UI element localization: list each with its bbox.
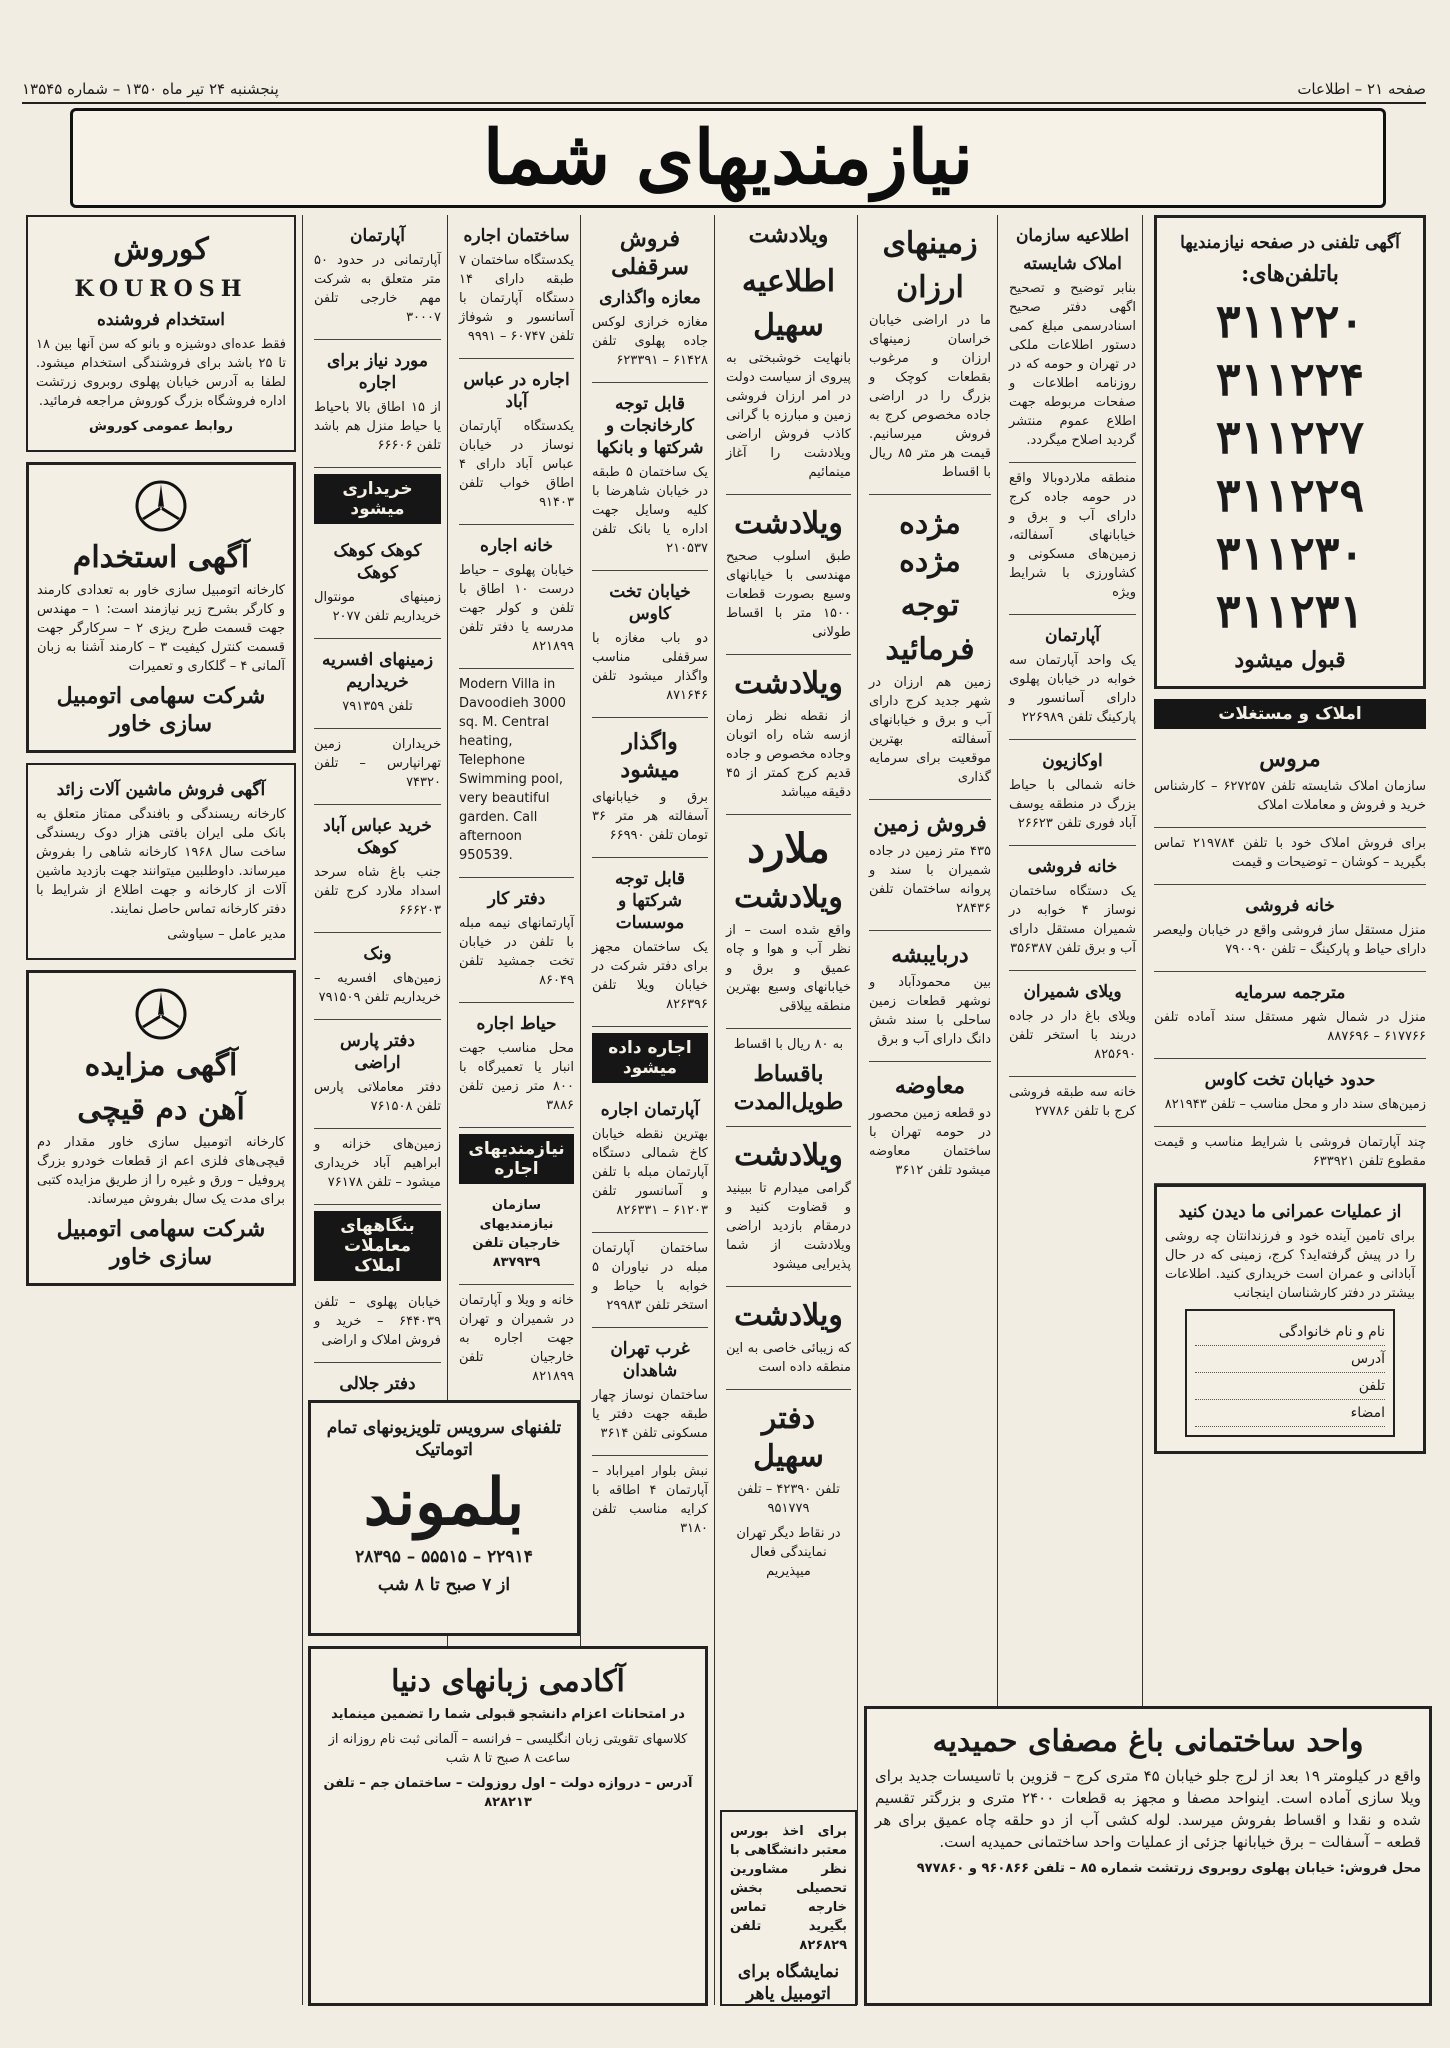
ad-heading: اجاره در عباس آباد [463,370,570,412]
classified-ad [459,525,574,669]
ad-text: کارخانه ریسندگی و بافندگی ممتاز متعلق به بانک ملی ایران بافتی هزار دوک ریسندگی ساخت سال ۱۹۶۸ کارخانه شاهی را بفروش میرساند. داوطلبین میتوانند جهت بازدید ماشین آلات از کارخانه و جهت اطلاع از شرایط با دفتر کارخانه تماس حاصل نمایند. [36,807,286,917]
ad-heading: خانه اجاره [480,536,553,556]
ad-heading: سهیل [753,308,824,343]
classified-ad [726,253,851,495]
ad-heading: حیاط اجاره [476,1014,557,1034]
coupon-field-address: آدرس [1195,1346,1385,1373]
ad-heading: خرید عباس آباد کوهک [323,816,432,858]
ad-heading: اطلاعیه [741,264,836,299]
ad-text: مغازه خرازی لوکس جاده پهلوی تلفن ۶۱۴۲۸ – ۶۲۳۳۹۱ [592,315,708,368]
mercedes-star-icon [37,479,285,533]
ad-text: طبق اسلوب صحیح مهندسی با خیابانهای وسیع بصورت قطعات ۱۵۰۰ متر با اقساط طولانی [726,549,851,640]
classified-ad [592,215,708,383]
classified-ad [1009,615,1136,740]
classified-ad [1154,972,1426,1059]
ad-text: منزل مستقل ساز فروشی واقع در خیابان ولیعصر دارای حیاط و پارکینگ – تلفن ۷۹۰۰۹۰ [1154,923,1426,957]
ad-heading: نمایشگاه برای اتومبیل یاهر [737,1962,840,2004]
ad-text: از ۱۵ اطاق بالا باحیاط یا حیاط منزل هم باشد تلفن ۶۶۶۰۶ [314,400,441,453]
column-rule [857,215,858,2005]
classified-ad [726,1127,851,1287]
phone-number: ۳۱۱۲۲۰ [1215,294,1365,348]
ad-heading: آکادمی زبانهای دنیا [391,1664,625,1699]
phone-number: ۳۱۱۲۲۷ [1215,410,1365,464]
phone-ad-box [1154,215,1426,689]
classified-ad [459,359,574,525]
ad-heading: قابل توجه شرکتها و موسسات [615,869,685,933]
ad-text: از نقطه نظر زمان ازسه شاه راه اتوبان وجاده مخصوص و جاده قدیم کرج کمتر از ۴۵ دقیقه میباشد [726,709,851,800]
kourosh-logo-latin: KOUROSH [74,276,248,302]
classified-ad [459,215,574,359]
ad-text: بهترین نقطه خیابان کاخ شمالی دستگاه آپارتمان مبله با تلفن و آسانسور تلفن ۶۱۲۰۳ – ۸۲۶۳۳۱ [592,1127,708,1218]
ad-text: یک واحد آپارتمان سه خوابه در خیابان پهلوی دارای آسانسور و پارکینگ تلفن ۲۲۶۹۸۹ [1009,653,1136,725]
section-title: نیازمندیهای شما [482,115,974,201]
classified-ad [1009,971,1136,1077]
ad-heading: ارزان [896,270,964,305]
classified-ad [314,530,441,639]
ad-text: سازمان نیازمندیهای خارجیان تلفن ۸۳۷۹۳۹ [472,1198,561,1270]
ad-text: زمین هم ارزان در شهر جدید کرج دارای آب و برق و خیابانهای آسفالته بهترین موقعیت برای سرمایه گذاری [869,675,991,785]
classified-ad [592,718,708,858]
column-rule [302,215,303,2005]
ad-text: به ۸۰ ریال با اقساط [733,1037,844,1052]
ad-text: زمین‌های سند دار و محل مناسب – تلفن ۸۲۱۹۴۳ [1164,1097,1426,1112]
classified-ad [314,340,441,468]
ad-text: خیابان پهلوی – حیاط درست ۱۰ اطاق با تلفن و کولر جهت مدرسه یا دفتر تلفن ۸۲۱۸۹۹ [459,563,575,654]
ad-address: آدرس – دروازه دولت – اول روزولت – ساختمان جم – تلفن ۸۲۸۲۱۳ [323,1776,693,1810]
classified-ad [726,815,851,1029]
ad-heading: توجه [900,588,960,623]
classified-ad [592,1328,708,1456]
ad-text: ویلای باغ دار در جاده دربند با استخر تلفن ۸۲۵۶۹۰ [1009,1009,1136,1062]
ad-text: گرامی میدارم تا ببینید و قضاوت کنید و درمقام بازدید اراضی ویلادشت از شما پذیرایی میشود [726,1181,851,1272]
classified-ad [1009,1077,1136,1133]
ad-contact: محل فروش: خیابان پهلوی روبروی زرتشت شماره ۸۵ – تلفن ۹۶۰۸۶۶ و ۹۷۷۸۶۰ [916,1861,1421,1876]
ad-text: چند آپارتمان فروشی با شرایط مناسب و قیمت مقطوع تلفن ۶۳۳۹۲۱ [1154,1135,1426,1169]
ad-heading: املاک شایسته [1023,254,1122,274]
ad-signature: مدیر عامل – سیاوشی [167,927,286,942]
ad-text: در نقاط دیگر تهران نمایندگی فعال میپذیریم [736,1526,841,1579]
column-4 [720,215,857,2015]
phone-box-lead: باتلفن‌های: [1241,261,1339,287]
ad-text: کارخانه اتومبیل سازی خاور به تعدادی کارمند و کارگر بشرح زیر نیازمند است: ۱ – مهندس جهت قسمت طرح ریزی ۲ – سرکارگر جهت قسمت کنترل کیفیت ۳ – کارمند آشنا به زبان آلمانی ۴ – گلکاری و تعمیرات [37,583,285,674]
ad-signature: شرکت سهامی اتومبیل سازی خاور [56,683,266,737]
university-scholarship-ad [720,1810,857,2006]
classified-ad [869,215,991,495]
phone-number: ۳۱۱۲۳۰ [1215,526,1365,580]
classified-ad [314,1020,441,1129]
classified-ad [592,571,708,718]
ad-heading: دفتر سهیل [753,1401,824,1474]
page-number: صفحه ۲۱ – اطلاعات [1297,80,1426,98]
ad-text: سازمان املاک شایسته تلفن ۶۲۷۲۵۷ – کارشناس خرید و فروش و معاملات املاک [1154,779,1426,813]
coupon-form [1185,1309,1395,1437]
classified-ad [459,1285,574,1398]
classified-ad [314,805,441,933]
classified-ad [726,1287,851,1390]
khavar-employment-ad [26,462,296,753]
ad-text: Modern Villa in Davoodieh 3000 sq. M. Central heating, Telephone Swimming pool, very beautiful garden. Call afternoon 950539. [459,677,566,863]
ad-text: ساختمان نوساز چهار طبقه جهت دفتر یا مسکونی تلفن ۳۶۱۴ [592,1388,708,1441]
classified-ad [1154,1059,1426,1127]
section-tag: بنگاههای معاملات املاک [314,1211,441,1281]
classified-ad [314,215,441,340]
column-rule [714,215,715,2005]
ad-heading: آگهی استخدام [72,540,250,575]
coupon-field-signature: امضاء [1195,1400,1385,1427]
ad-text: برای اخذ بورس معتبر دانشگاهی با نظر مشاورین تحصیلی بخش خارجه تماس بگیرید تلفن ۸۲۶۸۲۹ [730,1824,847,1953]
ad-heading: ویلای شمیران [1023,982,1122,1002]
ad-heading: ویلادشت [734,1298,843,1333]
ad-text: زمینهای مونتوال خریداریم تلفن ۲۰۷۷ [314,590,441,624]
ad-heading: دفتر کار [487,889,546,909]
villadasht-logo: ویلادشت [748,222,829,248]
ad-heading: آگهی فروش ماشین آلات زائد [56,780,266,800]
classified-ad [592,1456,708,1550]
classified-ad [314,1287,441,1363]
ad-text: یک ساختمان ۵ طبقه در خیابان شاهرضا با کلیه وسایل جهت اداره یا بانک تلفن ۲۱۰۵۳۷ [592,465,708,556]
ad-text: دو قطعه زمین محصور در حومه تهران با ساختمان معاوضه میشود تلفن ۳۶۱۲ [869,1106,991,1178]
classified-ad [314,933,441,1020]
classified-ad [869,1062,991,1192]
notice-text: برای تامین آینده خود و فرزندانتان چه روشی را در پیش گرفته‌اید؟ کرج، زمینی که در حال آبادانی و عمران است خریداری کنید. اطلاعات بیشتر در دفتر کارشناسان اینجانب [1165,1229,1415,1301]
classified-ad [1009,846,1136,971]
section-masthead [70,108,1386,208]
ad-heading: دفتر پارس اراضی [340,1031,415,1073]
ad-heading: ویلادشت [734,666,843,701]
section-tag: اجاره داده میشود [592,1033,708,1083]
ad-heading: ساختمان اجاره [463,226,570,246]
phone-box-accepted: قبول میشود [1234,647,1346,673]
classified-ad [726,655,851,815]
ad-text: زمین‌های افسریه – خریداریم تلفن ۷۹۱۵۰۹ [314,971,441,1005]
ad-heading: آپارتمان [349,226,406,246]
classified-ad [1154,885,1426,972]
ad-heading: قابل توجه کارخانجات و شرکتها و بانکها [596,394,704,458]
ad-heading: استخدام فروشنده [96,310,226,330]
classified-ad [314,639,441,729]
ad-heading: اوکازیون [1042,751,1103,771]
classified-ad [459,669,574,878]
classified-ad [314,729,441,805]
belmond-logo: بلموند [363,1465,525,1540]
ad-text: ما در اراضی خیابان خراسان زمینهای ارزان و مرغوب بقطعات کوچک و بزرگ را در اراضی جاده مخصوص کرج به فروش میرسانیم. قیمت هر متر ۸۵ ریال با اقساط [869,313,991,480]
ad-heading: مژده مژده [899,506,961,579]
ad-text: محل مناسب جهت انبار یا تعمیرگاه با ۸۰۰ متر زمین تلفن ۳۸۸۶ [459,1041,574,1113]
ad-text: یک ساختمان مجهز برای دفتر شرکت در خیابان ویلا تلفن ۸۲۶۳۹۶ [592,940,708,1012]
ad-text: آپارتمانهای نیمه مبله با تلفن در خیابان تخت جمشید تلفن ۸۶۰۴۹ [459,916,574,988]
section-tag: خریداری میشود [314,474,441,524]
ad-heading: خیابان تخت کاوس [609,582,691,624]
ad-text: دفتر معاملاتی پارس تلفن ۷۶۱۵۰۸ [314,1080,441,1114]
ad-heading: مورد نیاز برای اجاره [327,351,428,393]
ad-heading: آپارتمان اجاره [600,1100,700,1120]
ad-text: واقع شده است – از نظر آب و هوا و چاه عمیق و برق و خیابانهای وسیع بهترین منطقه ییلاقی [726,923,851,1014]
classified-ad [314,1129,441,1205]
ad-text: منزل در شمال شهر مستقل سند آماده تلفن ۶۱۷۷۶۶ – ۸۸۷۶۹۶ [1154,1010,1426,1044]
classified-ad [726,1390,851,1593]
classified-ad [1009,463,1136,615]
ad-heading: فرمائید [885,632,975,667]
ad-subheading: در امتحانات اعزام دانشجو قبولی شما را تضمین مینماید [331,1707,685,1722]
coupon-field-name: نام و نام خانوادگی [1195,1319,1385,1346]
section-tag: نیازمندیهای اجاره [459,1134,574,1184]
classified-ad [459,878,574,1003]
classified-ad [869,495,991,800]
ad-text: ۴۳۵ متر زمین در جاده شمیران با سند و پروانه ساختمان تلفن ۲۸۴۳۶ [869,844,991,916]
column-8 [20,215,302,2015]
ad-text: دو باب مغازه با سرقفلی مناسب واگذار میشود تلفن ۸۷۱۶۴۶ [592,631,708,703]
ad-heading: واحد ساختمانی باغ مصفای حمیدیه [932,1724,1364,1759]
ad-heading: فروش زمین [873,811,987,837]
ad-heading: معاوضه [894,1073,966,1099]
ad-heading: ملارد [747,825,830,872]
issue-date: پنجشنبه ۲۴ تیر ماه ۱۳۵۰ – شماره ۱۳۵۴۵ [22,80,279,98]
phone-number: ۳۱۱۲۲۴ [1215,352,1365,406]
section-tag: املاک و مستغلات [1154,699,1426,729]
ad-text: خانه و ویلا و آپارتمان در شمیران و تهران جهت اجاره به خارجیان تلفن ۸۲۱۸۹۹ [459,1293,574,1384]
classified-ad [1009,215,1136,463]
development-notice-box [1154,1184,1426,1454]
ad-heading: دفتر جلالی [339,1374,416,1394]
ad-text: که زیبائی خاصی به این منطقه داده است [726,1341,851,1375]
ad-text: زمین‌های خزانه و ابراهیم آباد خریداری میشود – تلفن ۷۶۱۷۸ [314,1137,441,1190]
ad-heading: ویلادشت [734,880,843,915]
ad-heading: فروش سرقفلی [611,226,689,280]
classified-ad [869,800,991,931]
ad-heading: ویلادشت [734,1138,843,1173]
mercedes-star-icon [37,987,285,1041]
ad-text: برای فروش املاک خود با تلفن ۲۱۹۷۸۴ تماس بگیرید – کوشان – توضیحات و قیمت [1154,836,1426,870]
ad-heading: اطلاعیه سازمان [1015,226,1130,246]
ad-text: فقط عده‌ای دوشیزه و بانو که سن آنها بین ۱۸ تا ۲۵ باشد برای فروشندگی استخدام میشود. لطفا به آدرس خیابان پهلوی روبروی زرتشت اداره فروشگاه بزرگ کوروش مراجعه فرمائید. [36,337,286,409]
ad-text: واقع در کیلومتر ۱۹ بعد از لرج جلو خیابان ۴۵ متری کرج – قزوین با تاسیسات جدید برای ویلا سازی آماده است. اینواحد مصفا و مجهز به قطعات ۲۴۰۰ متری و بزرگتر تقسیم شده و نقدا و اقساط بفروش میرسد. لوله کشی آب از دو حلقه چاه عمیق برای هر قطعه – آسفالت – برق خیابانها جزئی از عملیات واحد ساختمانی حمیدیه است. [875,1767,1422,1851]
ad-heading: کوهک کوهک کوهک [333,541,422,583]
ad-heading: مترجمه سرمایه [1234,983,1346,1003]
ad-text: نبش بلوار امیراباد – آپارتمان ۴ اطاقه با کرایه مناسب تلفن ۳۱۸۰ [592,1464,708,1536]
ad-text: جنب باغ شاه سرحد اسداد ملارد کرج تلفن ۶۶۶۲۰۳ [314,865,441,918]
ad-heading: آپارتمان [1044,626,1101,646]
ad-text: بانهایت خوشبختی به پیروی از سیاست دولت در امر ارزان فروشی زمین و مبارزه با گرانی کاذب فروش اراضی ویلادشت را آغاز مینمائیم [726,351,851,480]
ad-heading: تلفنهای سرویس تلویزیونهای تمام اتوماتیک [326,1418,562,1460]
ad-text: تلفن ۴۲۳۹۰ – تلفن ۹۵۱۷۷۹ [737,1482,840,1516]
phone-number: ۳۱۱۲۳۱ [1215,584,1365,638]
ad-signature: روابط عمومی کوروش [88,419,234,434]
language-academy-ad [308,1646,708,2006]
scrap-auction-ad [26,970,296,1286]
ad-text: تلفن ۷۹۱۳۵۹ [342,699,413,714]
classified-ad [592,1089,708,1233]
phone-box-title: آگهی تلفنی در صفحه نیازمندیها [1180,233,1400,253]
machinery-sale-ad [26,763,296,960]
ad-heading: دربایبشه [891,942,969,968]
ad-text: یکدستگاه آپارتمان نوساز در خیابان عباس آباد دارای ۴ اطاق خواب تلفن ۹۱۴۰۳ [459,419,574,510]
ad-text: منطقه ملاردوبالا واقع در حومه جاده کرج دارای آب و برق و خیابانهای آسفالته، زمین‌های مسکونی و کشاورزی با شرایط ویژه [1009,471,1136,600]
ad-heading: معازه واگذاری [599,288,701,308]
ad-text: کارخانه اتومبیل سازی خاور مقدار دم قیچی‌های فلزی اعم از قطعات خودرو بزرگ پروفیل – ورق و غیره را از طریق مزایده کتبی برای مدت یک سال بفروش میرساند. [37,1135,285,1207]
hamidieh-garden-ad [864,1706,1432,2006]
ad-text: خریداران زمین تهرانپارس – تلفن ۷۴۳۲۰ [314,737,441,790]
classified-ad [1154,1127,1426,1184]
classified-ad [459,1003,574,1128]
phone-number: ۳۱۱۲۲۹ [1215,468,1365,522]
ad-heading: خانه فروشی [1027,857,1118,877]
ad-text: برق و خیابانهای آسفالته هر متر ۳۶ تومان تلفن ۶۶۹۹۰ [592,790,708,843]
classified-ad [869,931,991,1062]
ad-heading: واگذار میشود [620,729,680,783]
ad-text: ساختمان آپارتمان مبله در نیاوران ۵ خوابه با حیاط و استخر تلفن ۲۹۹۸۳ [592,1241,708,1313]
ad-heading: زمینهای [882,226,978,261]
ad-text: خیابان پهلوی – تلفن ۶۴۴۰۳۹ – خرید و فروش املاک و اراضی [314,1295,441,1348]
ad-heading: زمینهای افسریه خریداریم [321,650,434,692]
classified-ad [592,383,708,571]
ad-text: آپارتمانی در حدود ۵۰ متر متعلق به شرکت مهم خارجی تلفن ۳۰۰۰۷ [314,253,441,325]
ad-heading: غرب تهران شاهدان [610,1339,690,1381]
belmond-ad [308,1400,580,1636]
running-header [22,68,1426,104]
ad-heading: ویلادشت [734,506,843,541]
ad-heading: ونک [363,944,392,964]
ad-heading: حدود خیابان تخت کاوس [1204,1070,1376,1090]
classified-ad [726,1029,851,1127]
ad-hours: از ۷ صبح تا ۸ شب [377,1575,511,1595]
classified-ad [592,858,708,1027]
coupon-field-phone: تلفن [1195,1373,1385,1400]
ad-text: بین محمودآباد و نوشهر قطعات زمین ساحلی با سند شش دانگ دارای آب و برق [869,975,991,1047]
classified-ad [1154,735,1426,828]
ad-heading: باقساط طویل‌المدت [733,1061,844,1115]
classified-ad [592,1233,708,1328]
ad-text: بنابر توضیح و تصحیح اگهی دفتر صحیح اسنادرسمی مبلغ کمی دستور اطلاعات ملکی در تهران و حومه که در روزنامه اطلاعات و صفحات مربوطه جهت اطلاع عموم منتشر گردید اصلاح میگردد. [1009,281,1136,448]
ad-heading: آگهی مزایده [84,1048,238,1083]
ad-text: یک دستگاه ساختمان نوساز ۴ خوابه در شمیران مستقل دارای آب و برق تلفن ۳۵۶۳۸۷ [1009,884,1136,956]
ad-signature: شرکت سهامی اتومبیل سازی خاور [56,1216,266,1270]
ad-heading: خانه فروشی [1245,896,1335,916]
ad-text: خانه شمالی با حیاط بزرگ در منطقه یوسف آباد فوری تلفن ۲۶۶۲۳ [1009,778,1136,831]
ad-text: خانه سه طبقه فروشی کرج با تلفن ۲۷۷۸۶ [1009,1085,1136,1119]
notice-heading: از عملیات عمرانی ما دیدن کنید [1178,1202,1402,1222]
classified-ad [459,1190,574,1285]
column-7 [308,215,447,1395]
classified-ad [726,495,851,655]
kourosh-logo: کوروش [113,232,209,267]
ad-heading: آهن دم قیچی [77,1092,245,1127]
classified-ad [314,1363,441,1395]
ad-phone: ۲۲۹۱۴ – ۵۵۵۱۵ – ۲۸۳۹۵ [355,1547,533,1567]
ad-text: یکدستگاه ساختمان ۷ طبقه دارای ۱۴ دستگاه آپارتمان با آسانسور و شوفاژ تلفن ۶۰۷۴۷ – ۹۹۹۱ [459,253,574,344]
classified-ad [1154,828,1426,885]
ad-text: کلاسهای تقویتی زبان انگلیسی – فرانسه – آلمانی ثبت نام روزانه از ساعت ۸ صبح تا ۸ شب [328,1732,688,1766]
classified-ad [1009,740,1136,846]
kourosh-ad-box [26,215,296,452]
ad-heading: مروس [1259,746,1321,772]
